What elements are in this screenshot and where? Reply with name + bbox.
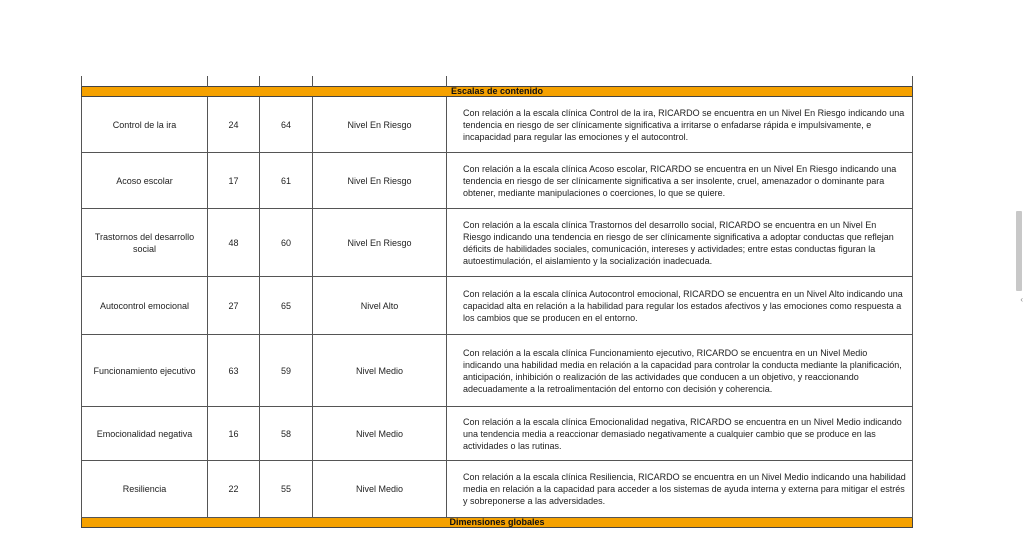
section-header-content-scales bbox=[82, 87, 913, 97]
raw-score: 17 bbox=[208, 153, 260, 209]
t-score: 64 bbox=[260, 97, 313, 153]
scale-name: Acoso escolar bbox=[116, 175, 173, 186]
table-row bbox=[82, 277, 913, 335]
scale-name: Autocontrol emocional bbox=[99, 300, 190, 311]
t-score: 65 bbox=[260, 277, 313, 335]
vertical-scrollbar[interactable] bbox=[1015, 0, 1024, 551]
raw-score: 27 bbox=[208, 277, 260, 335]
scroll-down-caret-icon[interactable]: ‹ bbox=[1020, 295, 1023, 304]
t-score: 60 bbox=[260, 209, 313, 277]
level-label: Nivel En Riesgo bbox=[313, 209, 447, 277]
scrollbar-thumb[interactable] bbox=[1016, 211, 1022, 291]
raw-score: 48 bbox=[208, 209, 260, 277]
scale-description: Con relación a la escala clínica Trastornos del desarrollo social, RICARDO se encuentra en un Nivel En Riesgo indicando una tendencia en riesgo de ser clínicamente significativa a adoptar conductas que reflejan déficits de habilidades sociales, comunicación, intereses y actividades; entre estas conductas figuran la autoestimulación, el aislamiento y la socialización inadecuada. bbox=[447, 209, 913, 277]
scale-name: Funcionamiento ejecutivo bbox=[93, 365, 196, 376]
table-row bbox=[82, 461, 913, 518]
scale-name: Control de la ira bbox=[112, 119, 177, 130]
section-header-global-dimensions bbox=[82, 518, 913, 528]
t-score: 55 bbox=[260, 461, 313, 518]
scale-description: Con relación a la escala clínica Autocontrol emocional, RICARDO se encuentra en un Nivel Alto indicando una capacidad alta en relación a la habilidad para regular los estados afectivos y las emociones como respuesta a los cambios que se producen en el entorno. bbox=[447, 277, 913, 335]
level-label: Nivel Medio bbox=[313, 461, 447, 518]
level-label: Nivel En Riesgo bbox=[313, 97, 447, 153]
table-row bbox=[82, 335, 913, 407]
raw-score: 16 bbox=[208, 407, 260, 461]
scales-table bbox=[81, 76, 913, 528]
table-row bbox=[82, 153, 913, 209]
scale-description: Con relación a la escala clínica Resiliencia, RICARDO se encuentra en un Nivel Medio indicando una habilidad media en relación a la capacidad para acceder a los sistemas de ayuda interna y externa para mitigar el estrés y sobreponerse a las adversidades. bbox=[447, 461, 913, 518]
scale-description: Con relación a la escala clínica Emocionalidad negativa, RICARDO se encuentra en un Nivel Medio indicando una tendencia media a reaccionar demasiado negativamente a cualquier cambio que se produce en las actividades o las rutinas. bbox=[447, 407, 913, 461]
t-score: 58 bbox=[260, 407, 313, 461]
scale-name: Emocionalidad negativa bbox=[96, 428, 193, 439]
raw-score: 63 bbox=[208, 335, 260, 407]
scale-name: Trastornos del desarrollo social bbox=[94, 231, 195, 254]
table-row bbox=[82, 407, 913, 461]
raw-score: 24 bbox=[208, 97, 260, 153]
level-label: Nivel Medio bbox=[313, 335, 447, 407]
level-label: Nivel En Riesgo bbox=[313, 153, 447, 209]
section-title: Dimensiones globales bbox=[82, 518, 913, 528]
table-top-strip bbox=[82, 76, 913, 87]
table-row bbox=[82, 97, 913, 153]
table-row bbox=[82, 209, 913, 277]
scale-name: Resiliencia bbox=[122, 484, 167, 494]
scale-description: Con relación a la escala clínica Control de la ira, RICARDO se encuentra en un Nivel En Riesgo indicando una tendencia en riesgo de ser clínicamente significativa a irritarse o enfadarse rápida e impulsivamente, e incapacidad para regular las emociones y el autocontrol. bbox=[447, 97, 913, 153]
scale-description: Con relación a la escala clínica Acoso escolar, RICARDO se encuentra en un Nivel En Riesgo indicando una tendencia en riesgo de ser clínicamente significativa a ser insolente, cruel, amenazador o dominante para obtener, mediante manipulaciones o coerciones, lo que se quiere. bbox=[447, 153, 913, 209]
t-score: 59 bbox=[260, 335, 313, 407]
section-title: Escalas de contenido bbox=[82, 87, 913, 97]
scale-description: Con relación a la escala clínica Funcionamiento ejecutivo, RICARDO se encuentra en un Nivel Medio indicando una habilidad media en relación a la capacidad para controlar la conducta mediante la planificación, anticipación, inhibición o realización de las actividades que conducen a un objetivo, y reaccionando adecuadamente a la retroalimentación del entorno con decisión y coherencia. bbox=[447, 335, 913, 407]
raw-score: 22 bbox=[208, 461, 260, 518]
t-score: 61 bbox=[260, 153, 313, 209]
level-label: Nivel Medio bbox=[313, 407, 447, 461]
level-label: Nivel Alto bbox=[313, 277, 447, 335]
